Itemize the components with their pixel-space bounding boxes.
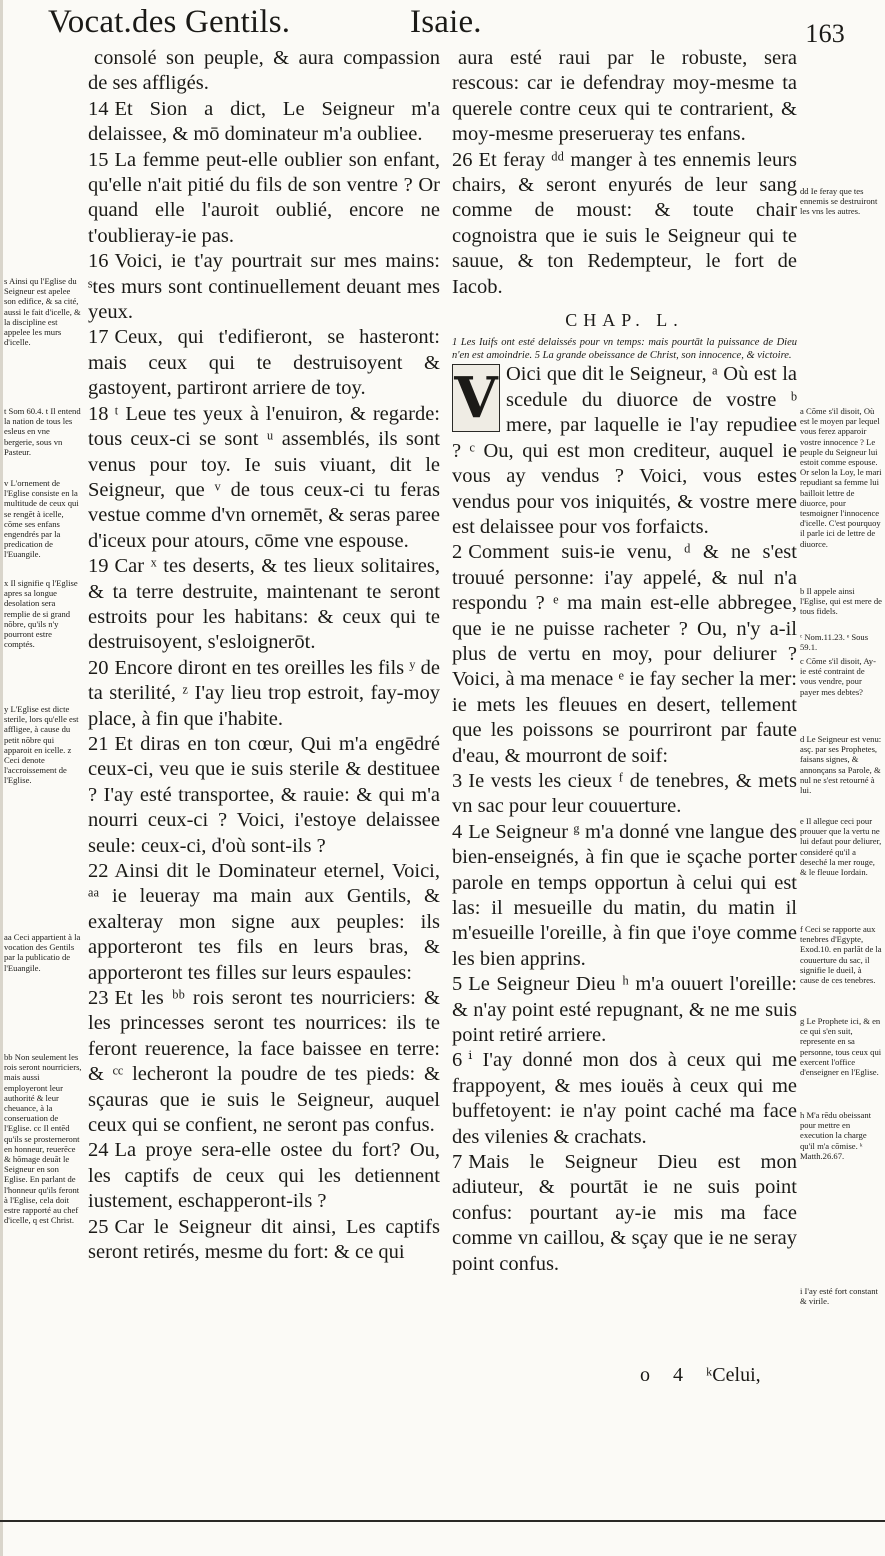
verse: 21 Et diras en ton cœur, Qui m'a engēdré ceux-ci, veu que ie suis sterile & destituee ? I'ay esté transportee, & rauie: & qui m'a nourri ceux-ci ? Voici, i'estoye delaissee seule: ceux-ci, d'où sont-ils ? [88,732,440,857]
margin-note: y L'Eglise est dicte sterile, lors qu'elle est affligee, à cause du petit nōbre qui apparoit en icelle. z Ceci denote l'accroissement de l'Eglise. [4,704,79,786]
verse: 14 Et Sion a dict, Le Seigneur m'a delaissee, & mō dominateur m'a oubliee. [88,97,440,146]
verse: 15 La femme peut-elle oublier son enfant, qu'elle n'ait pitié du fils de son ventre ? Or quand elle l'auroit oublié, encore ne t'oublieray-ie pas. [88,148,440,247]
verse: 19 Car ˣ tes deserts, & tes lieux solitaires, & ta terre destruite, maintenant te seront estroits pour les habitans: & ceux qui te destruisoyent, s'esloignerōt. [88,555,440,654]
running-title: Vocat.des Gentils. [48,4,291,40]
margin-note: h M'a rēdu obeissant pour mettre en execution la charge qu'il m'a cōmise. ᵏ Matth.26.67. [800,1110,871,1161]
verse: 25 Car le Seigneur dit ainsi, Les captifs seront retirés, mesme du fort: & ce qui [88,1215,440,1264]
chapter-heading: CHAP. L. [565,310,684,331]
verse: consolé son peuple, & aura compassion de ses affligés. [88,47,440,95]
margin-note: f Ceci se rapporte aux tenebres d'Egypte, Exod.10. en parlāt de la couuerture du sac, il signifie le dueil, à cause de ces tenebres. [800,924,882,986]
book-title: Isaie. [410,4,482,40]
verse: 5 Le Seigneur Dieu ʰ m'a ouuert l'oreille: & n'ay point esté repugnant, & ne me suis point retiré arriere. [452,973,797,1047]
verse: 23 Et les ᵇᵇ rois seront tes nourriciers: & les princesses seront tes nourrices: ils te feront reuerence, la face baissee en terre: & ᶜᶜ lecheront la poudre de tes pieds: & sçauras que ie suis le Seigneur, auquel ceux qui se confient, ne seront pas confus. [88,987,440,1137]
margin-note: g Le Prophete ici, & en ce qui s'en suit, represente en sa personne, tous ceux qui exercent l'office d'enseigner en l'Eglise. [800,1016,882,1078]
page-number: 163 [805,19,845,48]
verse: aura esté raui par le robuste, sera rescous: car ie defendray moy-mesme ta querele contre ceux qui te contrarient, & moy-mesme preserueray tes enfans. [452,47,797,146]
catchword [640,1364,761,1387]
margin-note: bb Non seulement les rois seront nourriciers, mais aussi employeront leur authorité & leur cheuance, à la conseruation de l'Eglise. cc Il entēd qu'ils se prosterneront en honneur, reuerēce & hōmage deuāt le Seigneur en son Eglise. En parlant de l'honneur qu'ils feront à l'Eglise, cela doit estre rapporté au chef d'icelle, q est Christ. [4,1052,82,1226]
bottom-rule [0,1520,885,1522]
verse: 20 Encore diront en tes oreilles les fils ʸ de ta sterilité, ᶻ I'ay lieu trop estroit, fay-moy place, à fin que i'habite. [88,656,440,730]
margin-note: c Cōme s'il disoit, Ay-ie esté contraint de vous vendre, pour payer mes debtes? [800,656,876,697]
catchword-text: ᵏCelui, [706,1364,761,1386]
margin-note: s Ainsi qu l'Eglise du Seigneur est apelee son edifice, & sa cité, aussi le fait d'icelle, & la discipline est appelee les murs d'icelle. [4,276,81,348]
signature-mark: o 4 [640,1364,683,1386]
margin-note: e Il allegue ceci pour prouuer que la vertu ne lui defaut pour deliurer, consideré qu'il a deseché la mer rouge, & le fleuue Iordain. [800,816,882,878]
margin-note: dd Ie feray que tes ennemis se destruiront les vns les autres. [800,186,878,217]
verse: 16 Voici, ie t'ay pourtrait sur mes mains: ˢtes murs sont continuellement deuant mes yeux. [88,250,440,324]
margin-note: d Le Seigneur est venu: asç. par ses Prophetes, faisans signes, & annonçans sa Parole, & nul ne s'est retourné à lui. [800,734,882,796]
verse: 7 Mais le Seigneur Dieu est mon adiuteur, & pourtāt ie ne suis point confus: pourtant ay-ie mis ma face comme vn caillou, & sçay que ie ne seray point confus. [452,1151,797,1275]
verse: 17 Ceux, qui t'edifieront, se hasteront: mais ceux qui te destruisoyent & gastoyent, partiront arriere de toy. [88,326,440,400]
margin-note: a Cōme s'il disoit, Où est le moyen par lequel vous ferez apparoir vostre innocence ? Le peuple du Seigneur lui estoit comme espouse. Or selon la Loy, le mari repudiant sa femme lui bailloit lettre de diuorce, pour tesmoigner l'innocence d'icelle. C'est pourquoy il parle ici de lettre de diuorce. [800,406,882,549]
chapter-summary: 1 Les Iuifs ont esté delaissés pour vn temps: mais pourtāt la puissance de Dieu n'en est amoindrie. 5 La grande obeissance de Christ, son innocence, & victoire. [452,337,797,361]
page-edge [0,0,3,1556]
verse: 22 Ainsi dit le Dominateur eternel, Voici, ᵃᵃ ie leueray ma main aux Gentils, & exalteray mon signe aux peuples: ils apporteront tes fils en leurs bras, & apporteront tes filles sur leurs espaules: [88,860,440,984]
verse: 6 ⁱ I'ay donné mon dos à ceux qui me frappoyent, & mes iouës à ceux qui me buffetoyent: ie n'ay point caché ma face des vilenies & crachats. [452,1049,797,1148]
margin-note: i I'ay esté fort constant & virile. [800,1286,878,1307]
left-text-column [88,46,440,1266]
margin-note: t Som 60.4. t Il entend la nation de tous les esleus en vne bergerie, sous vn Pasteur. [4,406,81,457]
verse: 4 Le Seigneur ᵍ m'a donné vne langue des bien-enseignés, à fin que ie sçache porter parole en temps opportun à celui qui est las: il mesueille du matin, du matin il m'esueille l'oreille, à fin que i'oye comme les bien apprins. [452,820,797,970]
right-text-column [452,46,797,1277]
margin-note: aa Ceci appartient à la vocation des Gentils par la publicatio de l'Euangile. [4,932,81,973]
margin-note: b Il appele ainsi l'Eglise, qui est mere de tous fidels. [800,586,882,617]
margin-note: ᶜ Nom.11.23. ᵉ Sous 59.1. [800,632,869,653]
verse: 18 ᵗ Leue tes yeux à l'enuiron, & regarde: tous ceux-ci se sont ᵘ assemblés, ils sont venus pour toy. Ie suis viuant, dit le Seigneur, que ᵛ de tous ceux-ci tu feras vestue comme d'vn ornemēt, & seras paree d'iceux pour atours, cōme vne espouse. [88,402,440,552]
verse: 2 Comment suis-ie venu, ᵈ & ne s'est trouué personne: i'ay appelé, & nul n'a respondu ? ᵉ ma main est-elle abbregee, que ie ne puisse racheter ? Ou, n'y a-il plus de vertu en moy, pour deliurer ? Voici, à ma menace ᵉ ie fay secher la mer: ie mets les fleuues en desert, tellement que les poissons se pourriront par faute d'eau, & mourront de soif: [452,541,797,767]
verse: 26 Et feray ᵈᵈ manger à tes ennemis leurs chairs, & seront enyurés de leur sang comme de moust: & toute chair cognoistra que ie suis le Seigneur qui te sauue, & ton Redempteur, le fort de Iacob. [452,148,797,298]
margin-note: x Il signifie q l'Eglise apres sa longue desolation sera remplie de si grand nōbre, qu'ils n'y pourront estre comptés. [4,578,78,650]
margin-note: v L'ornement de l'Eglise consiste en la multitude de ceux qui se rengēt à icelle, cōme ses enfans engendrés par la predication de l'Euangile. [4,478,79,560]
verse: Oici que dit le Seigneur, ᵃ Où est la scedule du diuorce de vostre ᵇ mere, par laquelle ie l'ay repudiee ? ᶜ Ou, qui est mon crediteur, auquel ie vous ay vendus ? Voici, vous estes vendus pour vos iniquités, & vostre mere est delaissee pour vos forfaicts. [452,363,797,538]
chapter-opening [452,362,797,540]
verse: 3 Ie vests les cieux ᶠ de tenebres, & mets vn sac pour leur couuerture. [452,769,797,818]
verse: 24 La proye sera-elle ostee du fort? Ou, les captifs de ceux qui les detiennent iustement, eschapperont-ils ? [88,1139,440,1213]
drop-cap: V [452,364,500,432]
